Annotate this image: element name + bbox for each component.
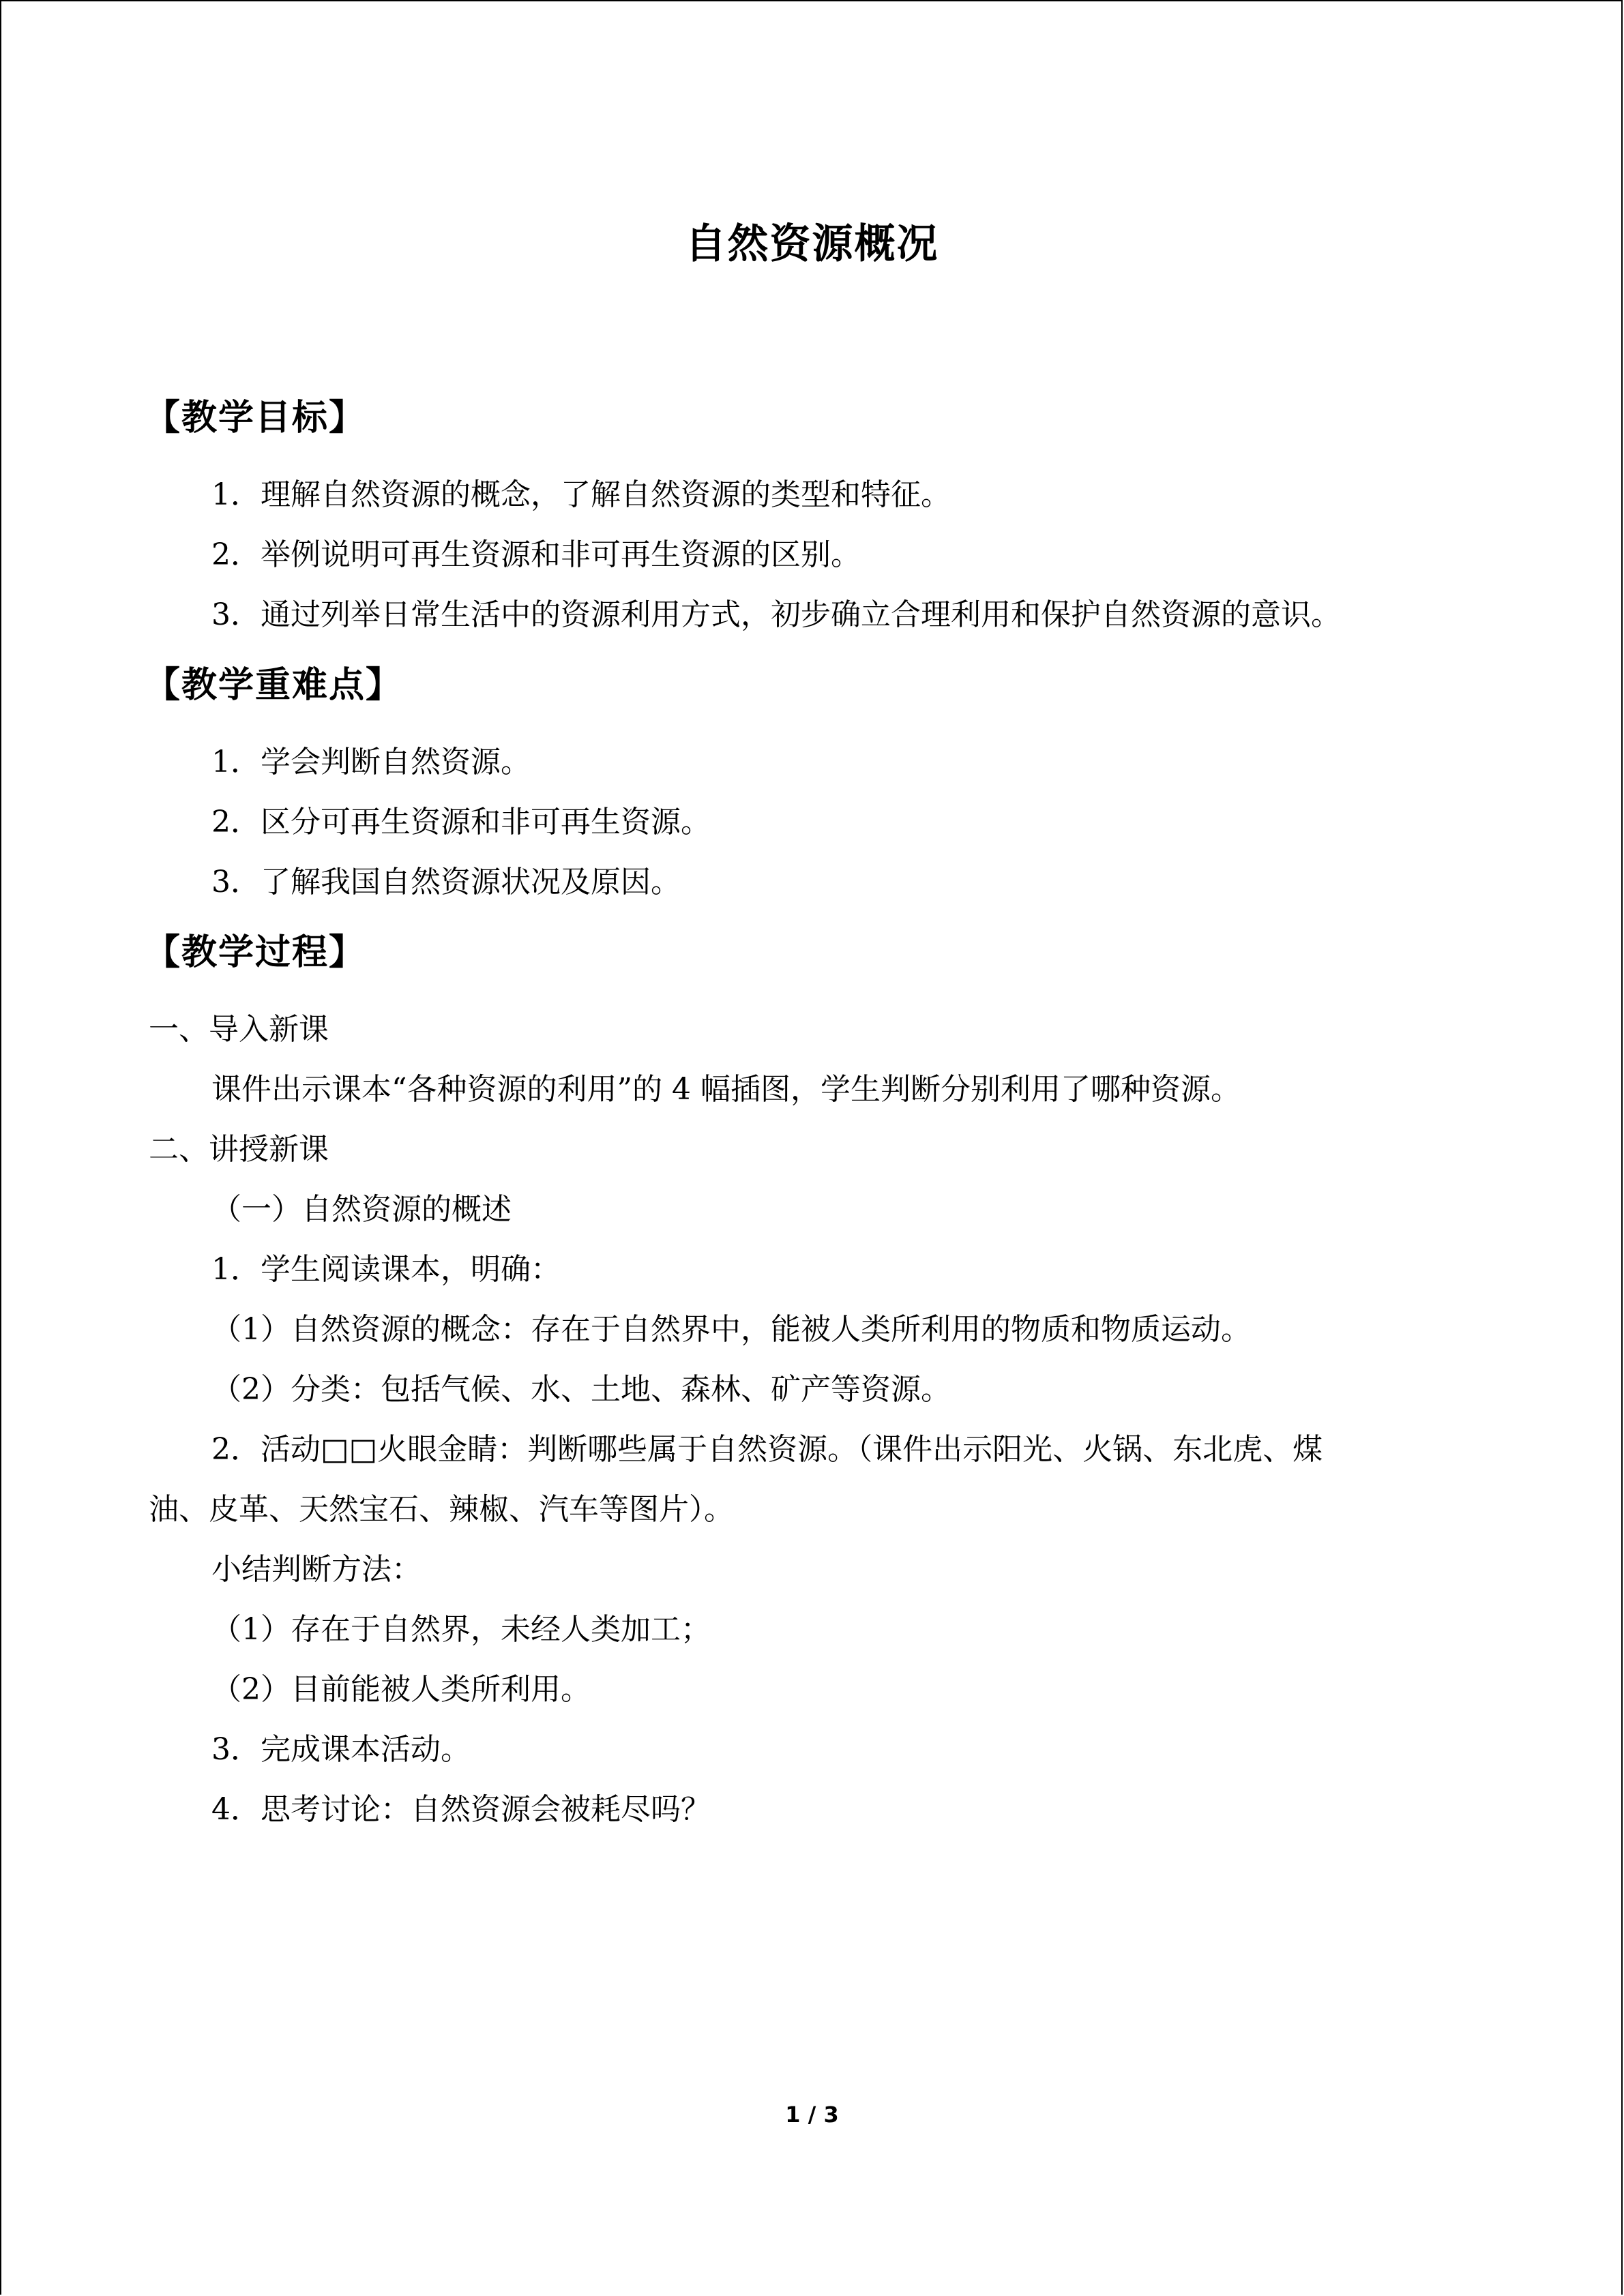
- process-heading: 【教学过程】: [145, 932, 366, 973]
- key-point-item: 2．区分可再生资源和非可再生资源。: [211, 805, 711, 839]
- process-line: 油、皮革、天然宝石、辣椒、汽车等图片）。: [149, 1492, 734, 1527]
- key-point-item: 3．了解我国自然资源状况及原因。: [211, 865, 681, 899]
- document-title: 自然资源概况: [685, 220, 939, 268]
- process-line: 课件出示课本“各种资源的利用”的 4 幅插图，学生判断分别利用了哪种资源。: [211, 1072, 1241, 1107]
- process-line: （一）自然资源的概述: [211, 1192, 512, 1227]
- process-line: （1）自然资源的概念：存在于自然界中，能被人类所利用的物质和物质运动。: [211, 1312, 1251, 1347]
- key-point-item: 1．学会判断自然资源。: [211, 745, 531, 779]
- objective-item: 1．理解自然资源的概念，了解自然资源的类型和特征。: [211, 477, 951, 512]
- process-line: 一、导入新课: [149, 1012, 329, 1047]
- objective-item: 3．通过列举日常生活中的资源利用方式，初步确立合理利用和保护自然资源的意识。: [211, 597, 1341, 632]
- objectives-heading: 【教学目标】: [145, 398, 366, 438]
- process-line: 小结判断方法：: [211, 1552, 422, 1587]
- objective-item: 2．举例说明可再生资源和非可再生资源的区别。: [211, 537, 861, 572]
- process-line: 3．完成课本活动。: [211, 1732, 471, 1767]
- key-points-heading: 【教学重难点】: [145, 665, 403, 706]
- process-line: 2．活动□□火眼金睛：判断哪些属于自然资源。（课件出示阳光、火锅、东北虎、煤: [211, 1432, 1323, 1467]
- process-line: （1）存在于自然界，未经人类加工；: [211, 1612, 711, 1647]
- process-line: （2）分类：包括气候、水、土地、森林、矿产等资源。: [211, 1372, 951, 1407]
- process-line: 1．学生阅读课本，明确：: [211, 1252, 561, 1287]
- page-number: 1 / 3: [785, 2102, 839, 2128]
- process-line: 4．思考讨论：自然资源会被耗尽吗？: [211, 1792, 711, 1827]
- process-line: （2）目前能被人类所利用。: [211, 1672, 591, 1707]
- process-line: 二、讲授新课: [149, 1132, 329, 1167]
